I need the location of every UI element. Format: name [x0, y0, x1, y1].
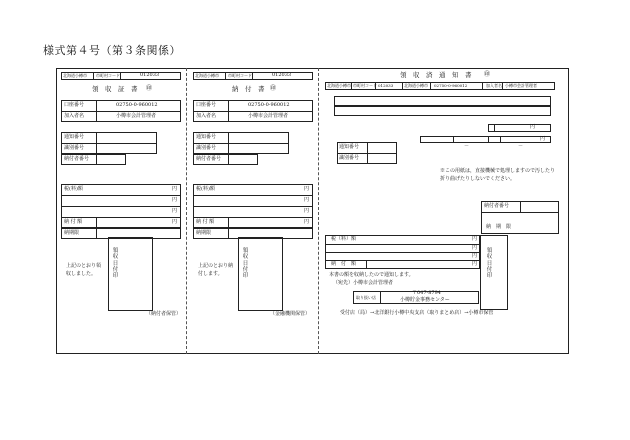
slip-subscriber-label: 加入者名 [196, 113, 217, 119]
notice-code-label: 市町村コード [353, 83, 377, 88]
notice-tax-label: 税（料）額 [331, 236, 357, 242]
notice-route: 受付店（局）→北洋銀行小樽中央支店（取りまとめ店）→小樽市保管 [340, 310, 494, 316]
receipt-stamp-label: 領収日付印 [112, 248, 119, 280]
notice-taxpayer-no-label: 納付者番号 [484, 203, 510, 209]
notice-code: 012033 [378, 83, 394, 88]
receipt-subscriber: 小樽市会計管理者 [116, 113, 157, 119]
slip-account-label: 口座番号 [196, 102, 217, 108]
notice-handling-label: 取り扱い店 [356, 295, 376, 300]
slip-stamp-label: 領収日付印 [242, 248, 249, 280]
slip-total-label: 納 付 額 [196, 219, 215, 225]
receipt-id-no-label: 識別番号 [64, 145, 85, 151]
receipt-city-code-label: 市町村コード [96, 73, 120, 78]
slip-due-label: 納期限 [196, 230, 212, 236]
slip-note: 上記のとおり納付します。 [198, 263, 234, 277]
perforation-line-1 [186, 68, 187, 354]
notice-bank-short: 北海道小樽市 [327, 83, 351, 88]
receipt-account-number: 02750-0-960012 [116, 102, 158, 108]
receipt-bank-name: 北海道小樽市 [63, 73, 87, 78]
notice-bank-short-2: 北海道小樽市 [404, 83, 428, 88]
receipt-due-label: 納期限 [64, 230, 80, 236]
receipt-note: 上記のとおり領収しました。 [66, 263, 102, 277]
receipt-taxpayer-no-label: 納付者番号 [64, 156, 90, 162]
notice-warning: ※この用紙は，直接機械で処理しますので汚したり折り曲げたりしないでください。 [440, 168, 556, 182]
notice-addressee: （宛先）小樽市会計管理者 [333, 280, 394, 286]
notice-subscriber-label: 加入者名 [486, 83, 502, 88]
slip-city-code: 012033 [272, 72, 292, 78]
slip-tax-label: 税(料)額 [196, 186, 215, 192]
receipt-title: 領 収 証 書 [92, 85, 138, 93]
notice-id-no-label: 識別番号 [339, 155, 360, 161]
notice-dash-mark-1: － [464, 143, 470, 149]
slip-taxpayer-no-label: 納付者番号 [196, 156, 222, 162]
notice-seal-mark: ㊞ [484, 71, 491, 78]
notice-ocr-band-2 [334, 106, 551, 116]
slip-city-code-label: 市町村コード [228, 73, 252, 78]
slip-footer: （金融機関保管） [270, 311, 311, 317]
notice-postal: 〒047-8794 [412, 290, 441, 296]
notice-stamp-label: 領収日付印 [486, 248, 493, 280]
notice-stamp-box [480, 235, 508, 310]
notice-due-label: 納 期 限 [486, 224, 512, 230]
slip-subscriber: 小樽市会計管理者 [248, 113, 289, 119]
receipt-seal-mark: ㊞ [146, 85, 153, 92]
receipt-city-code: 012033 [140, 72, 160, 78]
receipt-tax-label: 税(料)額 [64, 186, 83, 192]
slip-notice-no-label: 通知番号 [196, 134, 217, 140]
notice-total-label: 納 付 額 [331, 261, 357, 267]
receipt-total-label: 納 付 額 [64, 219, 83, 225]
slip-seal-mark: ㊞ [270, 85, 277, 92]
receipt-subscriber-label: 加入者名 [64, 113, 85, 119]
slip-bank-name: 北海道小樽市 [195, 73, 219, 78]
notice-report: 本書の額を収納したので通知します。 [329, 272, 414, 278]
notice-dash-mark-2: － [518, 143, 524, 149]
receipt-account-label: 口座番号 [64, 102, 85, 108]
notice-ocr-band [334, 96, 551, 106]
notice-center: 小樽貯金事務センター [400, 297, 450, 303]
slip-account-number: 02750-0-960012 [248, 102, 290, 108]
receipt-footer: （納付者保管） [146, 311, 182, 317]
receipt-notice-no-label: 通知番号 [64, 134, 85, 140]
notice-title: 領 収 済 通 知 書 [400, 71, 472, 79]
notice-subscriber: 小樽市会計管理者 [505, 83, 537, 88]
notice-notice-no-label: 通知番号 [339, 144, 360, 150]
form-title: 様式第４号（第３条関係） [43, 44, 181, 57]
slip-id-no-label: 識別番号 [196, 145, 217, 151]
perforation-line-2 [318, 68, 319, 354]
notice-account: 02750-0-960012 [434, 83, 468, 88]
slip-title: 納 付 書 [232, 85, 265, 93]
